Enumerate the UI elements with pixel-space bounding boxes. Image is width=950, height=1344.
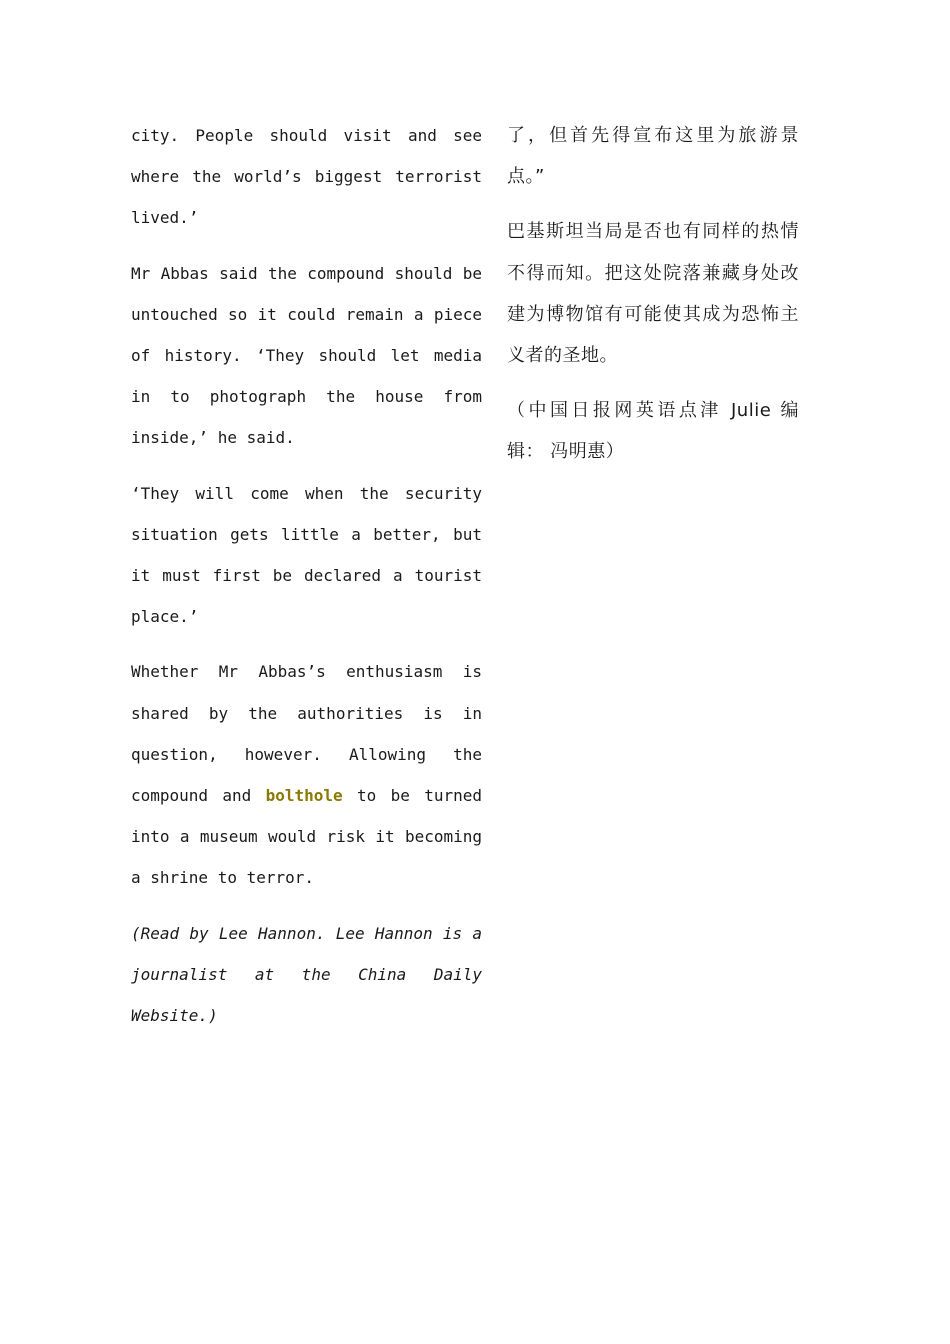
english-paragraph-4 xyxy=(131,651,482,898)
chinese-paragraph-1: 了，但首先得宣布这里为旅游景点。” xyxy=(507,125,799,188)
english-paragraph-3: ‘They will come when the security situation gets little a better, but it must first be declared a tourist place.’ xyxy=(131,483,482,627)
chinese-paragraph-2: 巴基斯坦当局是否也有同样的热情不得而知。把这处院落兼藏身处改建为博物馆有可能使其成为恐怖主义者的圣地。 xyxy=(507,221,799,367)
paragraph-4-text-after: to be turned into a museum would risk it becoming a shrine to terror. xyxy=(131,786,482,888)
english-paragraph-1: city. People should visit and see where the world’s biggest terrorist lived.’ xyxy=(131,126,482,228)
english-column xyxy=(131,115,482,1050)
english-paragraph-2: Mr Abbas said the compound should be untouched so it could remain a piece of history. ‘They should let media in to photograph the house from inside,’ he said. xyxy=(131,263,482,448)
paragraph-4-text-before: Whether Mr Abbas’s enthusiasm is shared by the authorities is in question, however. Allowing the compound and xyxy=(131,662,482,806)
reader-credit: (Read by Lee Hannon. Lee Hannon is a journalist at the China Daily Website.) xyxy=(131,923,482,1026)
vocabulary-keyword[interactable]: bolthole xyxy=(265,786,343,806)
chinese-column xyxy=(507,115,799,487)
editor-credit: （中国日报网英语点津 Julie 编辑： 冯明惠） xyxy=(507,400,799,463)
